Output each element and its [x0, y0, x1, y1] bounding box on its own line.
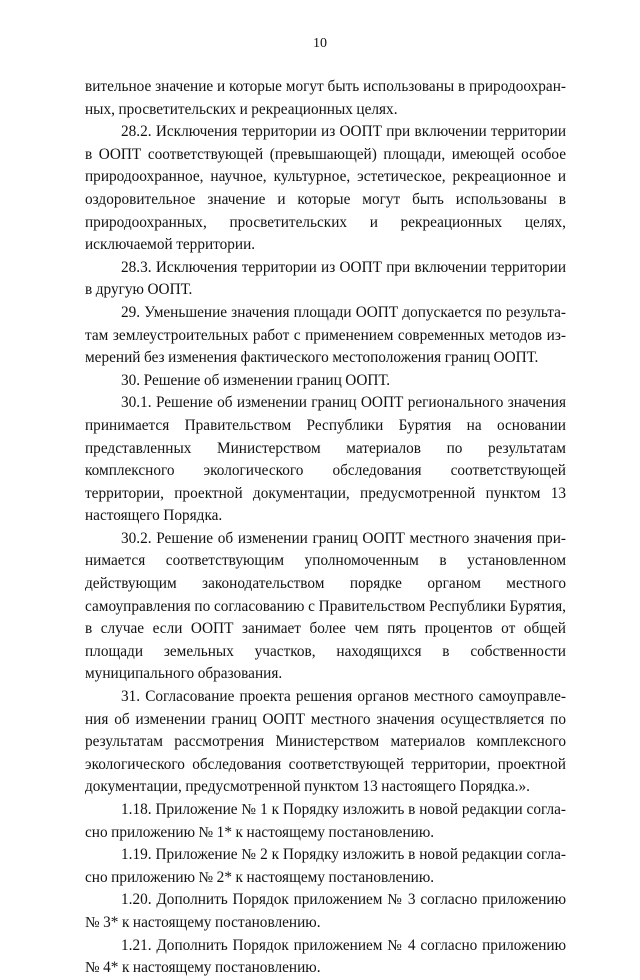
- paragraph-30: 30. Решение об изменении границ ООПТ.: [121, 371, 391, 389]
- paragraph-1-18: 1.18. Приложение № 1 к Порядку изложить в новой редакции согласно приложению № 1* к настоящему постановлению.: [85, 801, 566, 841]
- paragraph-29: 29. Уменьшение значения площади ООПТ допускается по результатам землеустроительных работ с применением современных методов измерений без изменения фактического местоположения границ ООПТ.: [85, 303, 566, 367]
- paragraph-30-2: 30.2. Решение об изменении границ ООПТ местного значения принимается соответствующим уполномоченным в установленном действующим законодательством порядке органом местного самоуправления по согласованию с Правительством Республики Бурятия, в случае если ООПТ занимает более чем пять процентов от общей площади земельных участков, находящихся в собственности муниципального образования.: [85, 529, 566, 683]
- paragraph-1-21: 1.21. Дополнить Порядок приложением № 4 согласно приложению № 4* к настоящему постановлению.: [85, 936, 566, 977]
- paragraph-31: 31. Согласование проекта решения органов местного самоуправления об изменении границ ООПТ местного значения осуществляется по результатам рассмотрения Министерством материалов комплексного экологического обследования соответствующей территории, проектной документации, предусмотренной пунктом 13 настоящего Порядка.».: [85, 688, 566, 796]
- paragraph-1-20: 1.20. Дополнить Порядок приложением № 3 согласно приложению № 3* к настоящему постановлению.: [85, 891, 566, 931]
- paragraph-1-19: 1.19. Приложение № 2 к Порядку изложить в новой редакции согласно приложению № 2* к настоящему постановлению.: [85, 846, 566, 886]
- paragraph-28-3: 28.3. Исключения территории из ООПТ при включении территории в другую ООПТ.: [85, 258, 566, 299]
- paragraph-continuation: вительное значение и которые могут быть использованы в природоохранных, просветительских и рекреационных целях.: [85, 78, 566, 118]
- paragraph-30-1: 30.1. Решение об изменении границ ООПТ регионального значения принимается Правительством Республики Бурятия на основании представленных Министерством материалов по результатам комплексного экологического обследования соответствующей территории, проектной документации, предусмотренной пунктом 13 настоящего Порядка.: [85, 394, 566, 525]
- page-number: 10: [313, 36, 327, 51]
- document-body: [85, 76, 566, 980]
- paragraph-28-2: 28.2. Исключения территории из ООПТ при включении территории в ООПТ соответствующей (превышающей) площади, имеющей особое природоохранное, научное, культурное, эстетическое, рекреационное и оздоровительное значение и которые могут быть использованы в природоохранных, просветительских и рекреационных целях, исключаемой территории.: [85, 123, 566, 254]
